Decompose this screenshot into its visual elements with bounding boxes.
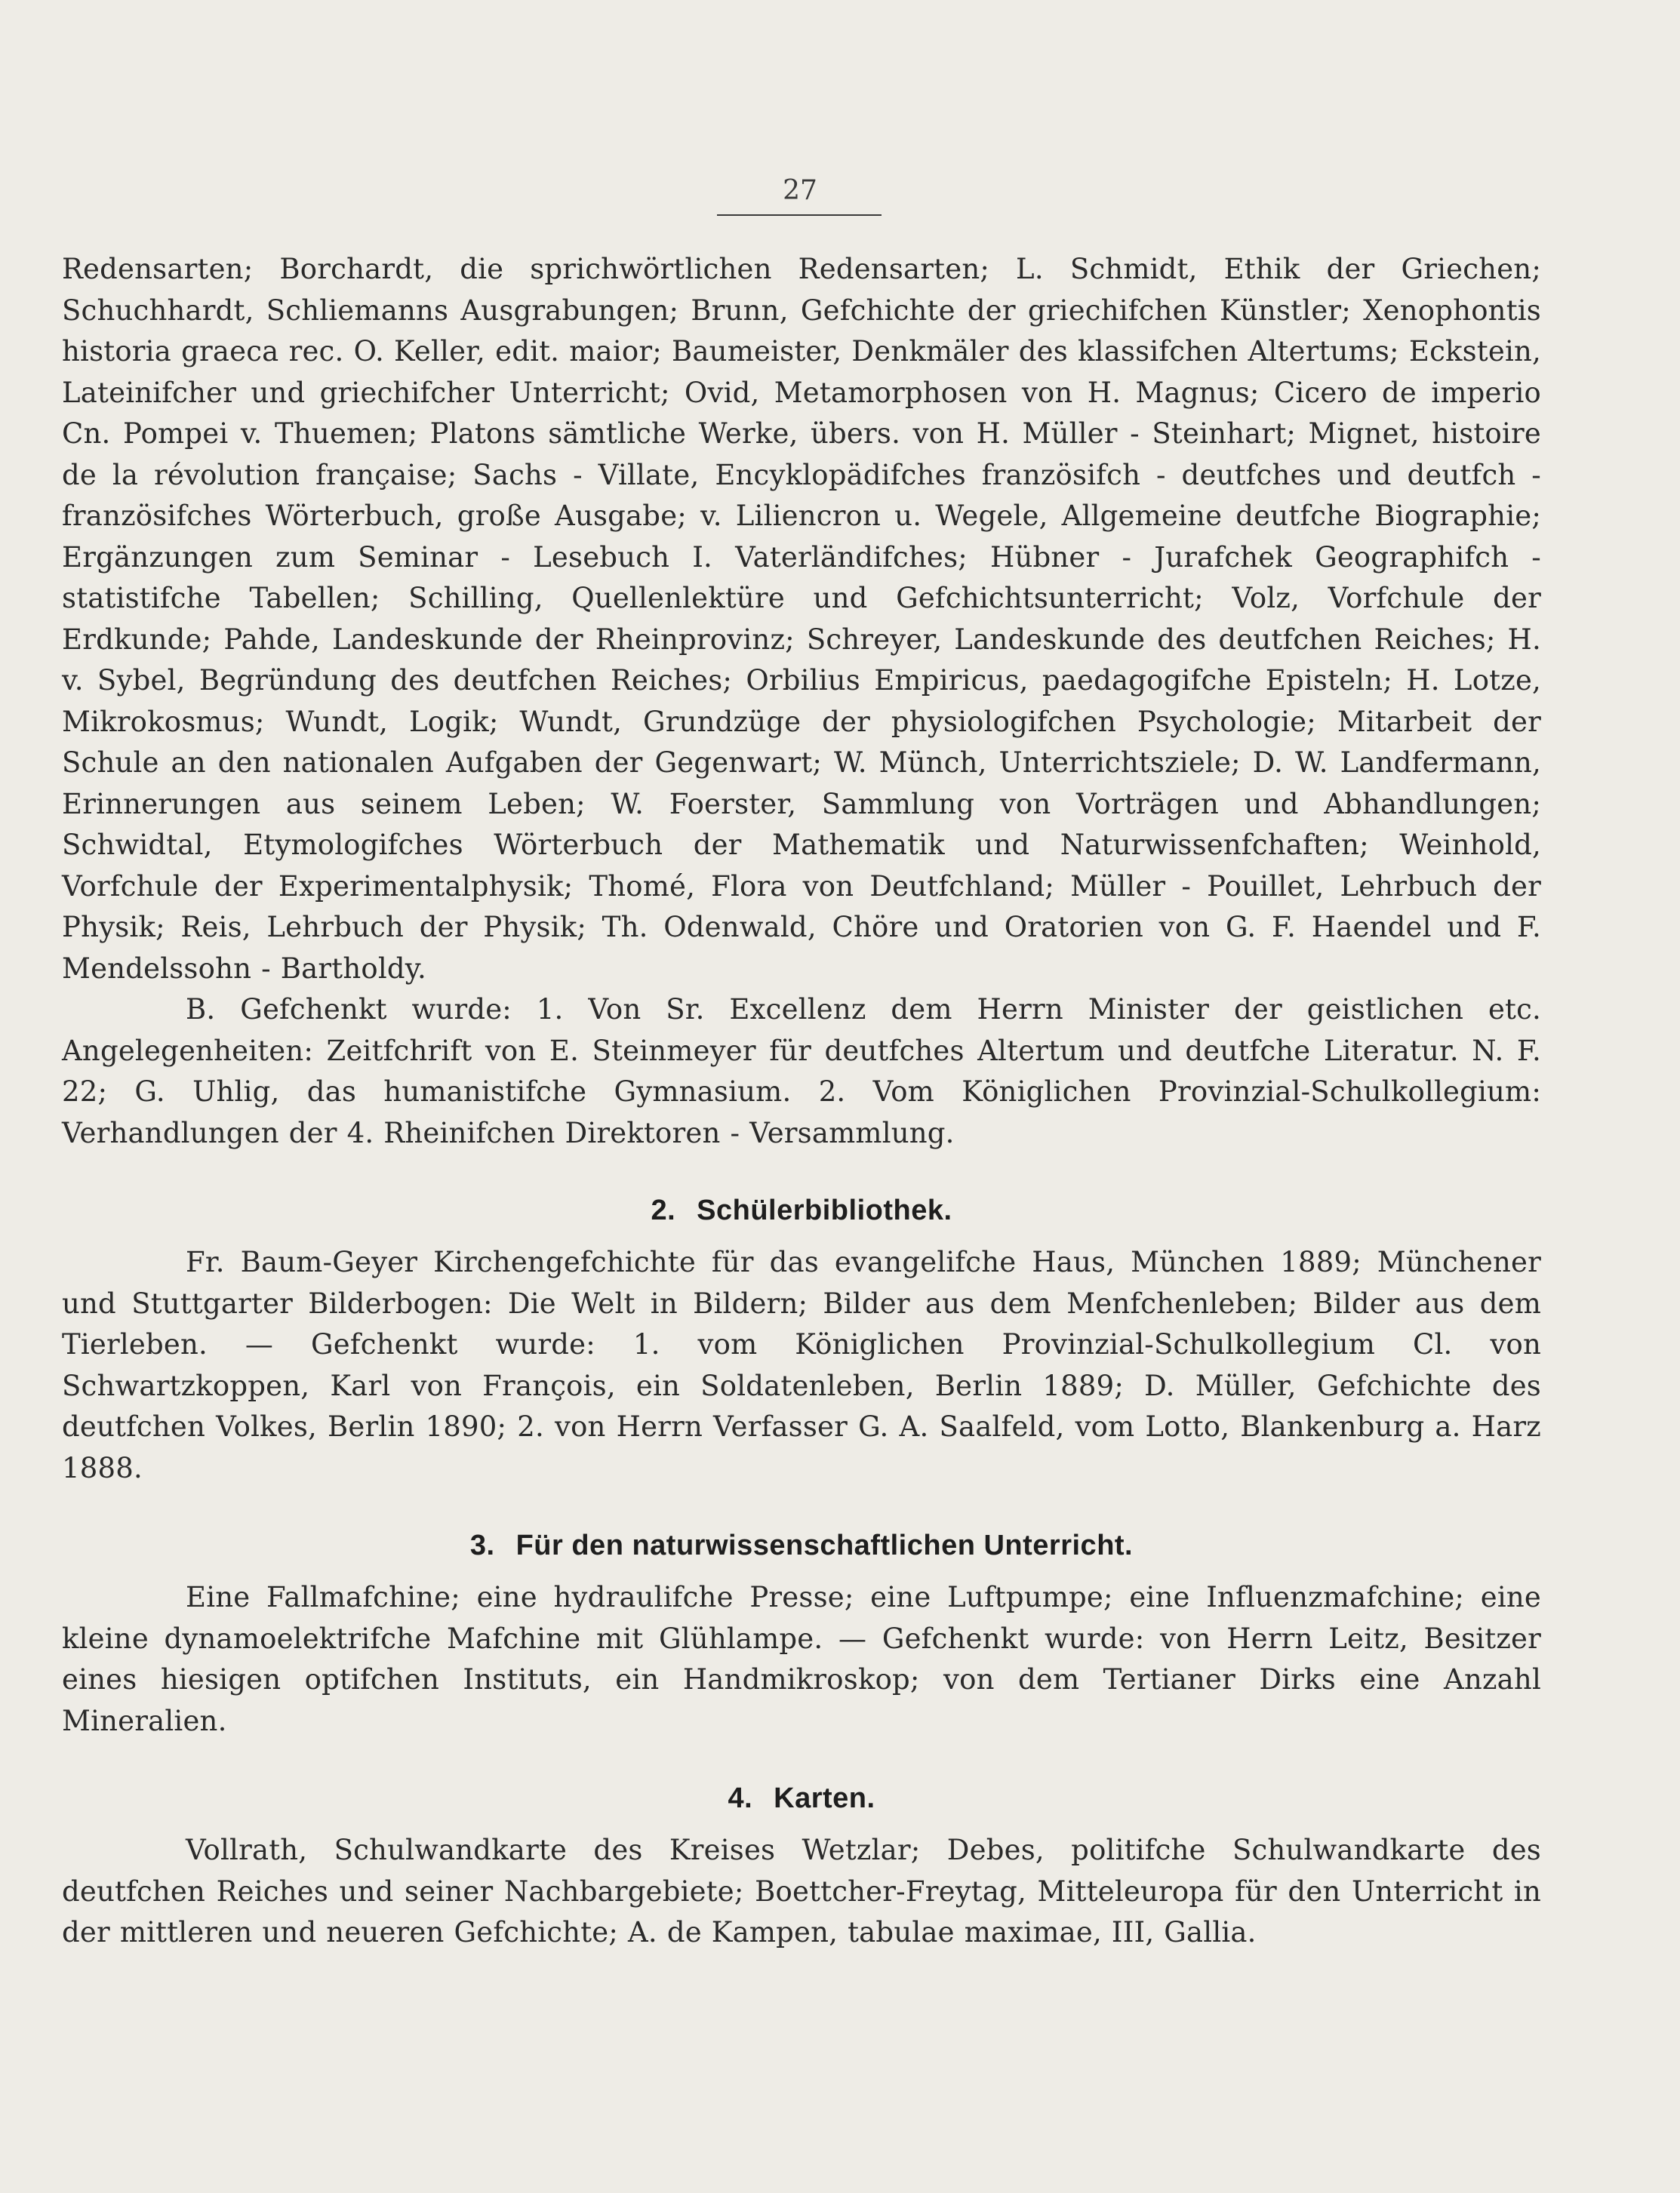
library-gifts-paragraph: B. Gefchenkt wurde: 1. Von Sr. Excellenz dem Herrn Minister der geistlichen etc. Angelegenheiten: Zeitfchrift von E. Steinmeyer für deutfches Altertum und deutfche Literatur. N. F. 22; G. Uhlig, das humanistifche Gymnasium. 2. Vom Königlichen Provinzial-Schulkollegium: Verhandlungen der 4. Rheinifchen Direktoren - Versammlung. [62, 993, 1541, 1149]
student-library-paragraph: Fr. Baum-Geyer Kirchengefchichte für das evangelifche Haus, München 1889; Münchener und Stuttgarter Bilderbogen: Die Welt in Bildern; Bilder aus dem Menfchenleben; Bilder aus dem Tierleben. — Gefchenkt wurde: 1. vom Königlichen Provinzial-Schulkollegium Cl. von Schwartzkoppen, Karl von François, ein Soldatenleben, Berlin 1889; D. Müller, Gefchichte des deutfchen Volkes, Berlin 1890; 2. von Herrn Verfasser G. A. Saalfeld, vom Lotto, Blankenburg a. Harz 1888. [62, 1246, 1541, 1484]
page-number-rule [717, 214, 882, 216]
section-heading-maps [62, 1782, 1541, 1815]
library-list-paragraph: Redensarten; Borchardt, die sprichwörtlichen Redensarten; L. Schmidt, Ethik der Griechen; Schuchhardt, Schliemanns Ausgrabungen; Brunn, Gefchichte der griechifchen Künstler; Xenophontis historia graeca rec. O. Keller, edit. maior; Baumeister, Denkmäler des klassifchen Altertums; Eckstein, Lateinifcher und griechifcher Unterricht; Ovid, Metamorphosen von H. Magnus; Cicero de imperio Cn. Pompei v. Thuemen; Platons sämtliche Werke, übers. von H. Müller - Steinhart; Mignet, histoire de la révolution française; Sachs - Villate, Encyklopädifches französifch - deutfches und deutfch - französifches Wörterbuch, große Ausgabe; v. Liliencron u. Wegele, Allgemeine deutfche Biographie; Ergänzungen zum Seminar - Lesebuch I. Vaterländifches; Hübner - Jurafchek Geographifch - statistifche Tabellen; Schilling, Quellenlektüre und Gefchichtsunterricht; Volz, Vorfchule der Erdkunde; Pahde, Landeskunde der Rheinprovinz; Schreyer, Landeskunde des deutfchen Reiches; H. v. Sybel, Begründung des deutfchen Reiches; Orbilius Empiricus, paedagogifche Episteln; H. Lotze, Mikrokosmus; Wundt, Logik; Wundt, Grundzüge der physiologifchen Psychologie; Mitarbeit der Schule an den nationalen Aufgaben der Gegenwart; W. Münch, Unterrichtsziele; D. W. Landfermann, Erinnerungen aus seinem Leben; W. Foerster, Sammlung von Vorträgen und Abhandlungen; Schwidtal, Etymologifches Wörterbuch der Mathematik und Naturwissenfchaften; Weinhold, Vorfchule der Experimentalphysik; Thomé, Flora von Deutfchland; Müller - Pouillet, Lehrbuch der Physik; Reis, Lehrbuch der Physik; Th. Odenwald, Chöre und Oratorien von G. F. Haendel und F. Mendelssohn - Bartholdy. [62, 253, 1541, 985]
section-number: 2. [651, 1195, 676, 1226]
section-number: 3. [469, 1530, 495, 1561]
page-content [62, 249, 1541, 1954]
page-number: 27 [783, 175, 817, 206]
section-title: Karten. [774, 1782, 875, 1814]
section-title: Schülerbibliothek. [697, 1195, 952, 1226]
section-heading-student-library [62, 1195, 1541, 1227]
maps-paragraph: Vollrath, Schulwandkarte des Kreises Wetzlar; Debes, politifche Schulwandkarte des deutfchen Reiches und seiner Nachbargebiete; Boettcher-Freytag, Mitteleuropa für den Unterricht in der mittleren und neueren Gefchichte; A. de Kampen, tabulae maximae, III, Gallia. [62, 1834, 1541, 1948]
science-teaching-paragraph: Eine Fallmafchine; eine hydraulifche Presse; eine Luftpumpe; eine Influenzmafchine; eine kleine dynamoelektrifche Mafchine mit Glühlampe. — Gefchenkt wurde: von Herrn Leitz, Besitzer eines hiesigen optifchen Instituts, ein Handmikroskop; von dem Tertianer Dirks eine Anzahl Mineralien. [62, 1581, 1541, 1737]
section-heading-science-teaching [62, 1530, 1541, 1562]
section-number: 4. [728, 1782, 753, 1814]
section-title: Für den naturwissenschaftlichen Unterricht. [515, 1530, 1134, 1561]
